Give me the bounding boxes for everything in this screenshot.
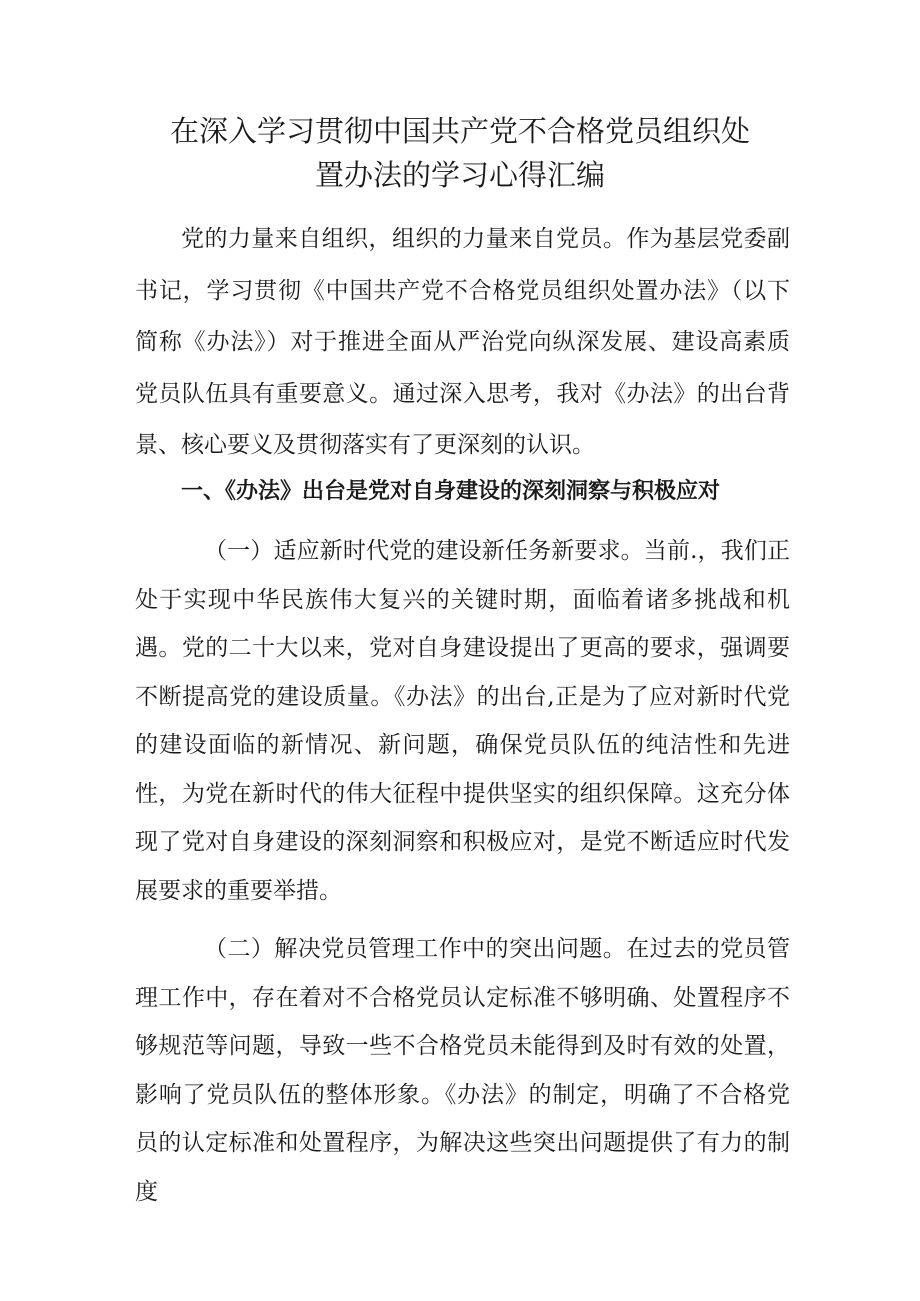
intro-paragraph: 党的力量来自组织，组织的力量来自党员。作为基层党委副书记，学习贯彻《中国共产党不合格党员组织处置办法》（以下简称《办法》）对于推进全面从严治党向纵深发展、建设高素质党员队伍具有重要意义。通过深入思考，我对《办法》的出台背景、核心要义及贯彻落实有了更深刻的认识。 xyxy=(135,226,790,458)
document-title-line-2: 置办法的学习心得汇编 xyxy=(314,158,605,192)
section-heading-1: 一、《办法》出台是党对自身建设的深刻洞察与积极应对 xyxy=(181,479,721,504)
paragraph-1: （一）适应新时代党的建设新任务新要求。当前.，我们正处于实现中华民族伟大复兴的关键时期，面临着诸多挑战和机遇。党的二十大以来，党对自身建设提出了更高的要求，强调要不断提高党的建设质量。《办法》的出台,正是为了应对新时代党的建设面临的新情况、新问题，确保党员队伍的纯洁性和先进性，为党在新时代的伟大征程中提供坚实的组织保障。这充分体现了党对自身建设的深刻洞察和积极应对，是党不断适应时代发展要求的重要举措。 xyxy=(135,538,790,904)
paragraph-2: （二）解决党员管理工作中的突出问题。在过去的党员管理工作中，存在着对不合格党员认定标准不够明确、处置程序不够规范等问题，导致一些不合格党员未能得到及时有效的处置，影响了党员队伍的整体形象。《办法》的制定，明确了不合格党员的认定标准和处置程序，为解决这些突出问题提供了有力的制度 xyxy=(135,936,790,1205)
document-title-line-1: 在深入学习贯彻中国共产党不合格党员组织处 xyxy=(169,114,750,148)
